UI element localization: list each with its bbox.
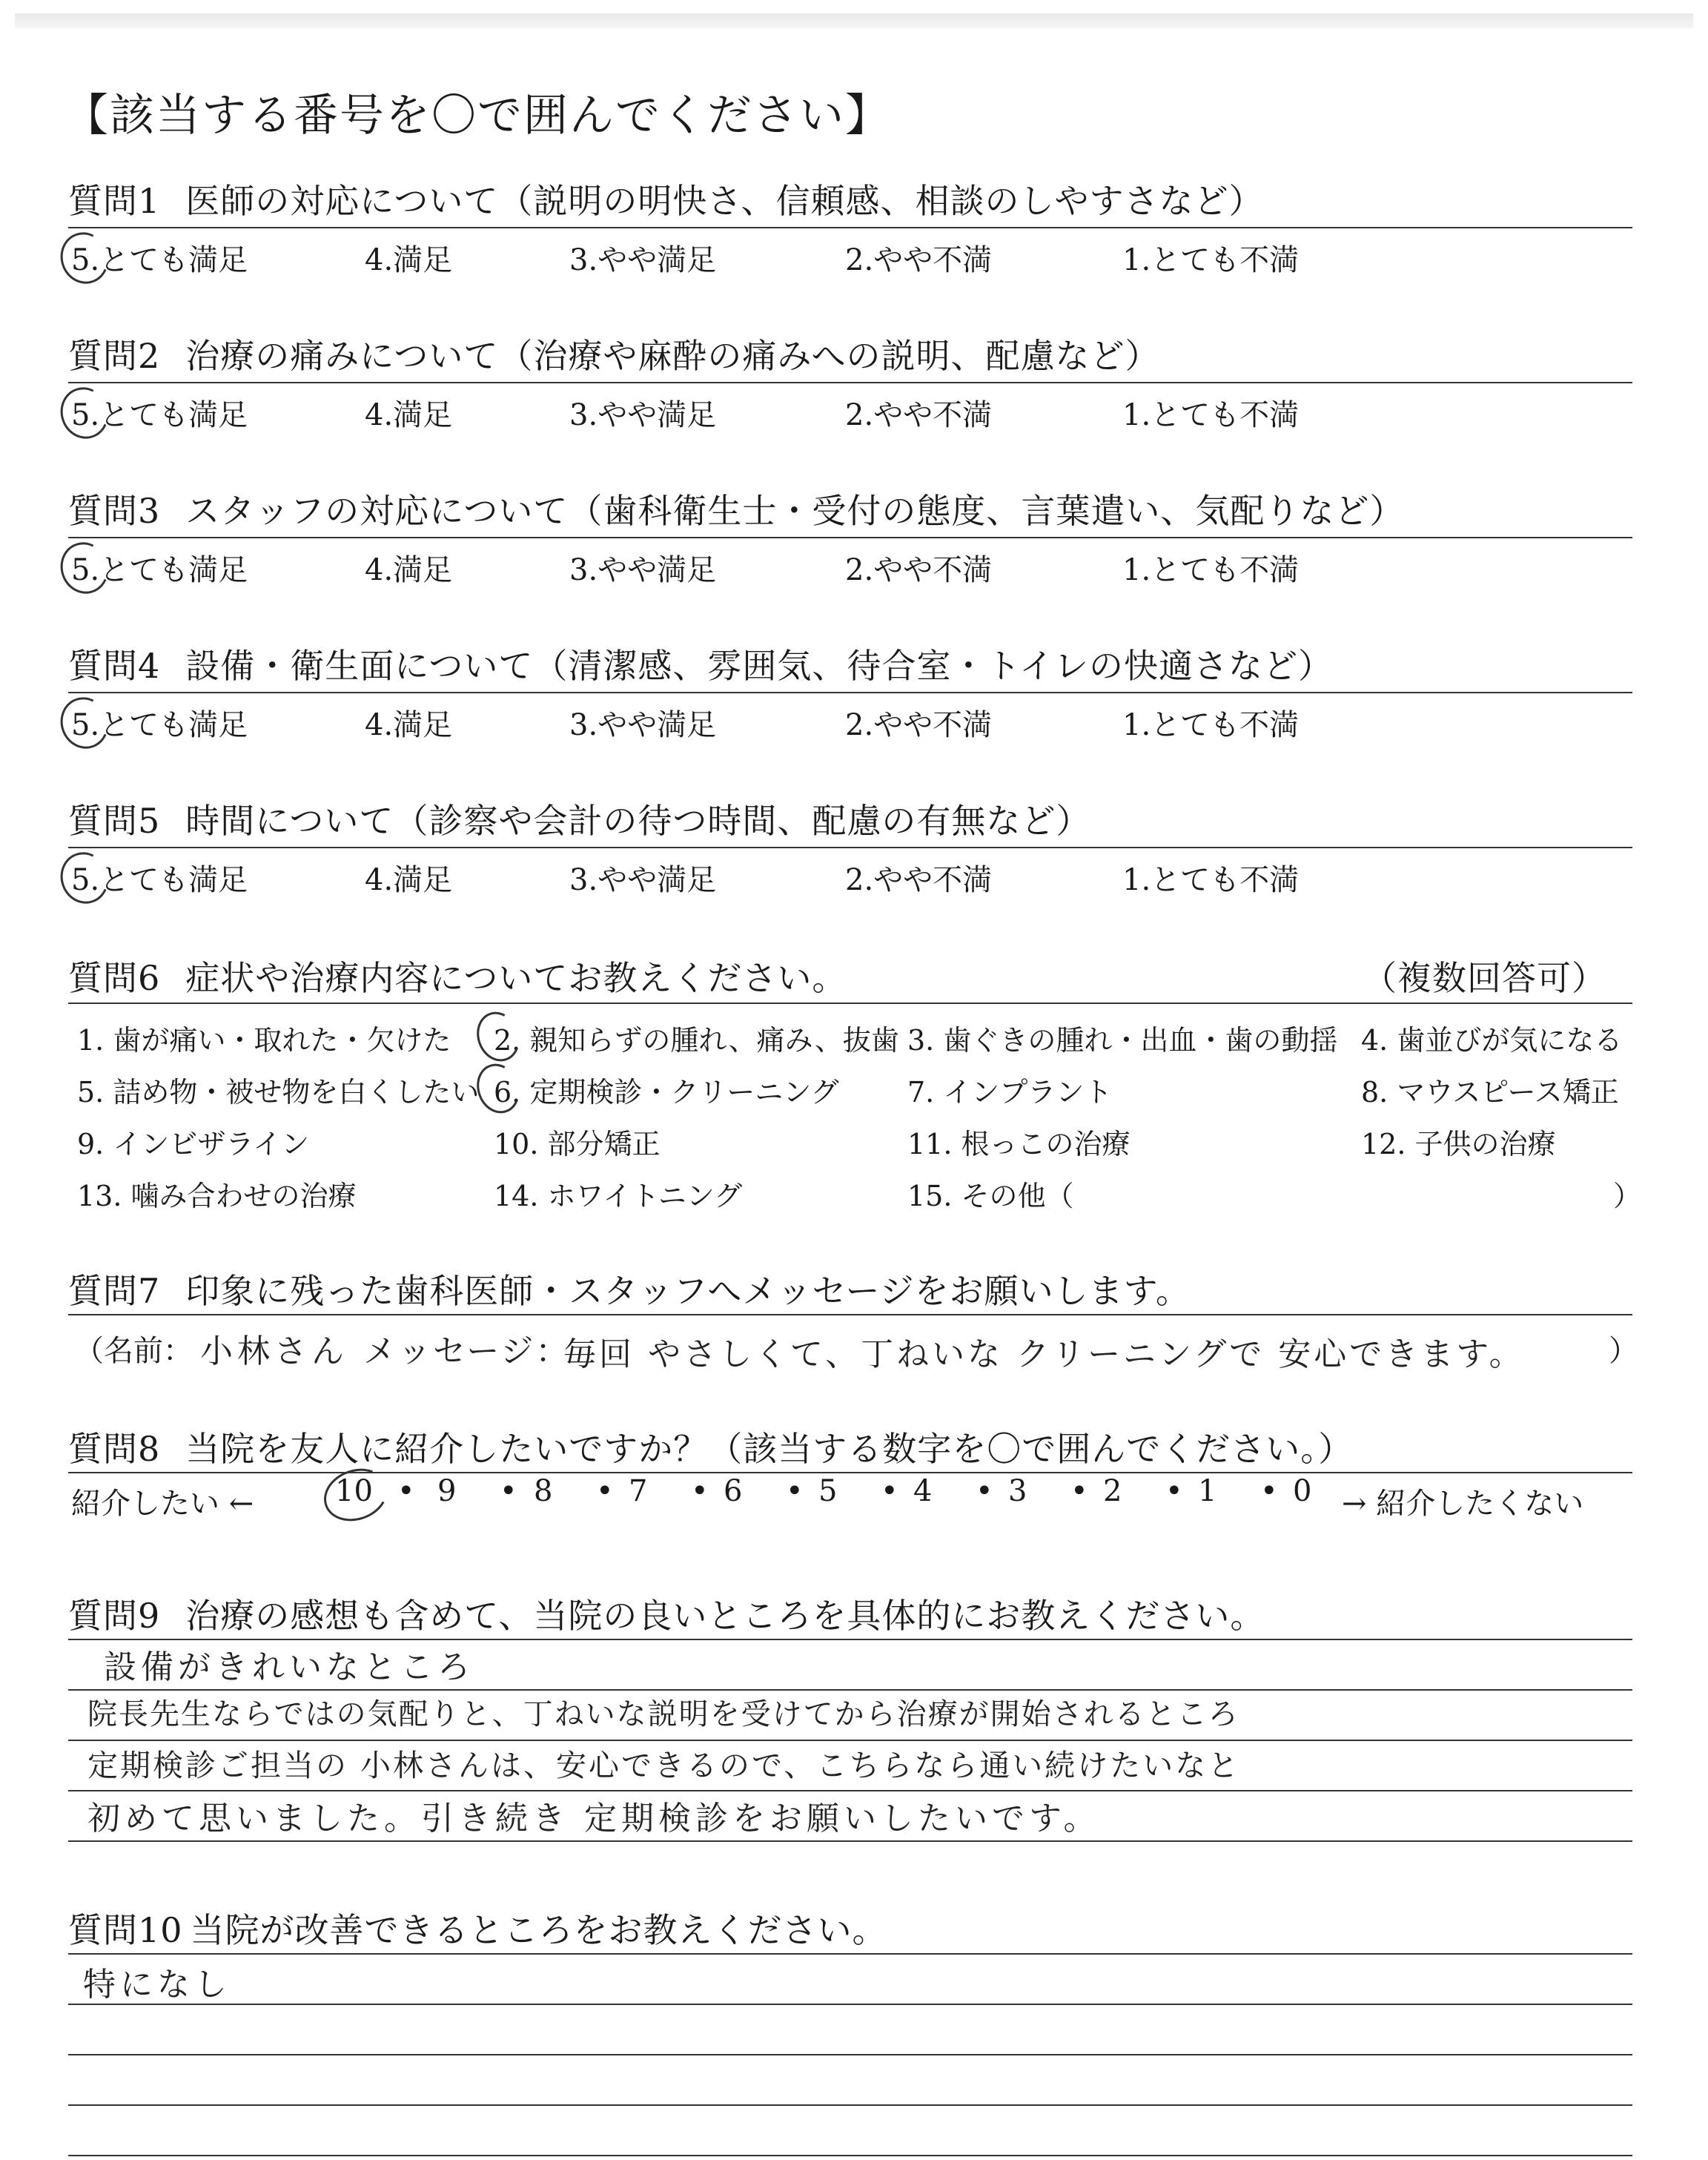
q6-option-11[interactable]: 11. 根っこの治療 bbox=[907, 1128, 1131, 1160]
q8-scale-9[interactable]: 9 bbox=[437, 1474, 457, 1508]
q8-left-label: 紹介したい ← bbox=[71, 1487, 254, 1521]
q2-option-4[interactable]: 4.満足 bbox=[365, 398, 453, 432]
q7-message-label: メッセージ： bbox=[363, 1332, 571, 1370]
q5-option-3[interactable]: 3.やや満足 bbox=[569, 863, 717, 897]
q4-option-5[interactable]: 5.とても満足 bbox=[71, 708, 248, 742]
q5-selected-circle bbox=[53, 845, 116, 911]
q5-number: 質問5 bbox=[68, 801, 161, 841]
q1-number: 質問1 bbox=[68, 181, 161, 221]
q5-option-5[interactable]: 5.とても満足 bbox=[71, 863, 248, 897]
q10-answer-line bbox=[68, 2155, 1632, 2156]
q1-option-2[interactable]: 2.やや不満 bbox=[845, 243, 993, 277]
q2-option-1[interactable]: 1.とても不満 bbox=[1122, 398, 1300, 432]
q8-scale-separator: • bbox=[397, 1474, 415, 1508]
q6-selected-circle-2 bbox=[470, 1005, 526, 1067]
q8-number: 質問8 bbox=[68, 1429, 161, 1469]
q8-scale-5[interactable]: 5 bbox=[818, 1474, 838, 1508]
q8-scale-separator: • bbox=[691, 1474, 709, 1508]
q6-option-2[interactable]: 2. 親知らずの腫れ、痛み、抜歯 bbox=[494, 1024, 899, 1057]
q1-option-1[interactable]: 1.とても不満 bbox=[1122, 243, 1300, 277]
q9-text: 治療の感想も含めて、当院の良いところを具体的にお教えください。 bbox=[185, 1596, 1265, 1636]
q8-scale-2[interactable]: 2 bbox=[1103, 1474, 1122, 1508]
scan-top-edge bbox=[15, 13, 1693, 28]
q7-close-paren: ） bbox=[1609, 1334, 1638, 1368]
q6-option-5[interactable]: 5. 詰め物・被せ物を白くしたい bbox=[77, 1076, 480, 1109]
q6-number: 質問6 bbox=[68, 958, 161, 998]
q2-option-3[interactable]: 3.やや満足 bbox=[569, 398, 717, 432]
q3-option-4[interactable]: 4.満足 bbox=[365, 553, 453, 587]
q6-option-10[interactable]: 10. 部分矯正 bbox=[494, 1128, 661, 1160]
q8-text: 当院を友人に紹介したいですか？（該当する数字を〇で囲んでください。） bbox=[185, 1429, 1354, 1469]
q10-number: 質問10 bbox=[68, 1910, 183, 1950]
page-title: 【該当する番号を〇で囲んでください】 bbox=[64, 90, 891, 142]
q6-option-12[interactable]: 12. 子供の治療 bbox=[1361, 1128, 1556, 1160]
q6-option-6[interactable]: 6. 定期検診・クリーニング bbox=[494, 1076, 839, 1109]
q2-text: 治療の痛みについて（治療や麻酔の痛みへの説明、配慮など） bbox=[185, 336, 1160, 376]
q4-number: 質問4 bbox=[68, 646, 161, 686]
q8-scale-separator: • bbox=[596, 1474, 614, 1508]
q7-rule bbox=[68, 1314, 1632, 1315]
q4-option-3[interactable]: 3.やや満足 bbox=[569, 708, 717, 742]
q5-text: 時間について（診察や会計の待つ時間、配慮の有無など） bbox=[185, 801, 1091, 841]
q10-title bbox=[68, 1903, 887, 1952]
q9-answer-text-4: 初めて思いました。引き続き 定期検診をお願いしたいです。 bbox=[87, 1800, 1101, 1837]
q8-scale-10[interactable]: 10 bbox=[335, 1474, 373, 1508]
q7-number: 質問7 bbox=[68, 1271, 161, 1311]
q6-option-15[interactable]: 15. その他（ bbox=[907, 1180, 1074, 1212]
q5-title bbox=[68, 794, 1090, 843]
q6-multi-note: （複数回答可） bbox=[1363, 958, 1606, 998]
q9-answer-text-1: 設備がきれいなところ bbox=[104, 1648, 474, 1686]
q2-option-5[interactable]: 5.とても満足 bbox=[71, 398, 248, 432]
q4-option-4[interactable]: 4.満足 bbox=[365, 708, 453, 742]
q4-text: 設備・衛生面について（清潔感、雰囲気、待合室・トイレの快適さなど） bbox=[185, 646, 1334, 686]
q3-title bbox=[68, 484, 1404, 533]
q2-option-2[interactable]: 2.やや不満 bbox=[845, 398, 993, 432]
q8-scale-separator: • bbox=[1070, 1474, 1088, 1508]
q10-answer-line bbox=[68, 2004, 1632, 2005]
q10-answer-text-1: 特になし bbox=[83, 1966, 231, 2004]
q3-option-5[interactable]: 5.とても満足 bbox=[71, 553, 248, 587]
q8-scale-separator: • bbox=[786, 1474, 804, 1508]
q8-scale-separator: • bbox=[1260, 1474, 1278, 1508]
q2-selected-circle bbox=[53, 380, 116, 446]
q8-scale-7[interactable]: 7 bbox=[629, 1474, 648, 1508]
q8-scale-0[interactable]: 0 bbox=[1293, 1474, 1312, 1508]
q3-option-1[interactable]: 1.とても不満 bbox=[1122, 553, 1300, 587]
q4-title bbox=[68, 639, 1333, 688]
q5-option-2[interactable]: 2.やや不満 bbox=[845, 863, 993, 897]
q10-text: 当院が改善できるところをお教えください。 bbox=[190, 1910, 887, 1950]
q1-selected-circle bbox=[53, 225, 116, 291]
q3-text: スタッフの対応について（歯科衛生士・受付の態度、言葉遣い、気配りなど） bbox=[185, 491, 1405, 531]
q1-text: 医師の対応について（説明の明快さ、信頼感、相談のしやすさなど） bbox=[185, 181, 1264, 221]
q6-option-9[interactable]: 9. インビザライン bbox=[77, 1128, 310, 1160]
q9-number: 質問9 bbox=[68, 1596, 161, 1636]
q8-scale-separator: • bbox=[976, 1474, 993, 1508]
q10-answer-line bbox=[68, 2054, 1632, 2055]
q5-option-1[interactable]: 1.とても不満 bbox=[1122, 863, 1300, 897]
q3-number: 質問3 bbox=[68, 491, 161, 531]
q1-rule bbox=[68, 227, 1632, 228]
q9-title bbox=[68, 1589, 1265, 1638]
q6-option-7[interactable]: 7. インプラント bbox=[907, 1076, 1113, 1109]
q8-scale-separator: • bbox=[500, 1474, 517, 1508]
q2-number: 質問2 bbox=[68, 336, 161, 376]
q2-rule bbox=[68, 382, 1632, 383]
q1-option-3[interactable]: 3.やや満足 bbox=[569, 243, 717, 277]
q8-scale-separator: • bbox=[881, 1474, 898, 1508]
q3-option-2[interactable]: 2.やや不満 bbox=[845, 553, 993, 587]
q3-option-3[interactable]: 3.やや満足 bbox=[569, 553, 717, 587]
q7-text: 印象に残った歯科医師・スタッフへメッセージをお願いします。 bbox=[185, 1271, 1191, 1311]
q6-option-14[interactable]: 14. ホワイトニング bbox=[494, 1180, 743, 1212]
q3-selected-circle bbox=[53, 535, 116, 601]
q1-option-4[interactable]: 4.満足 bbox=[365, 243, 453, 277]
q6-option-3[interactable]: 3. 歯ぐきの腫れ・出血・歯の動揺 bbox=[907, 1024, 1338, 1057]
q7-title bbox=[68, 1264, 1191, 1313]
q10-answer-line bbox=[68, 1953, 1632, 1955]
q8-scale-3[interactable]: 3 bbox=[1008, 1474, 1027, 1508]
q4-rule bbox=[68, 692, 1632, 693]
q6-option-8[interactable]: 8. マウスピース矯正 bbox=[1361, 1076, 1619, 1109]
q9-answer-text-3: 定期検診ご担当の 小林さんは、安心できるので、こちらなら通い続けたいなと bbox=[87, 1748, 1241, 1783]
q6-rule bbox=[68, 1003, 1632, 1004]
q8-scale-4[interactable]: 4 bbox=[913, 1474, 933, 1508]
q7-message-answer[interactable]: 毎回 やさしくて、丁ねいな クリーニングで 安心できます。 bbox=[563, 1335, 1525, 1373]
q4-option-1[interactable]: 1.とても不満 bbox=[1122, 708, 1300, 742]
q1-option-5[interactable]: 5.とても満足 bbox=[71, 243, 248, 277]
q8-right-label: → 紹介したくない bbox=[1342, 1487, 1584, 1521]
q5-rule bbox=[68, 847, 1632, 848]
q8-scale-separator: • bbox=[1165, 1474, 1183, 1508]
q9-answer-text-2: 院長先生ならではの気配りと、丁ねいな説明を受けてから治療が開始されるところ bbox=[87, 1697, 1239, 1731]
q4-option-2[interactable]: 2.やや不満 bbox=[845, 708, 993, 742]
q8-rule bbox=[68, 1472, 1632, 1473]
q6-title bbox=[68, 951, 847, 1000]
q2-title bbox=[68, 329, 1159, 378]
q7-name-answer[interactable]: 小林さん bbox=[200, 1332, 348, 1370]
q6-selected-circle-6 bbox=[470, 1057, 526, 1119]
q6-option-1[interactable]: 1. 歯が痛い・取れた・欠けた bbox=[77, 1024, 451, 1057]
q4-selected-circle bbox=[53, 690, 116, 756]
q8-scale-1[interactable]: 1 bbox=[1198, 1474, 1217, 1508]
q6-option-4[interactable]: 4. 歯並びが気になる bbox=[1361, 1024, 1623, 1057]
q8-scale-6[interactable]: 6 bbox=[724, 1474, 743, 1508]
q5-option-4[interactable]: 4.満足 bbox=[365, 863, 453, 897]
q1-title bbox=[68, 174, 1264, 223]
q6-option-13[interactable]: 13. 噛み合わせの治療 bbox=[77, 1180, 357, 1212]
q6-option-16[interactable]: ） bbox=[1613, 1180, 1642, 1212]
q9-answer-line bbox=[68, 1840, 1632, 1842]
q7-name-label: （名前： bbox=[74, 1334, 193, 1368]
q10-answer-line bbox=[68, 2104, 1632, 2106]
q3-rule bbox=[68, 537, 1632, 538]
q8-title bbox=[68, 1422, 1353, 1471]
q8-scale-8[interactable]: 8 bbox=[534, 1474, 553, 1508]
q6-text: 症状や治療内容についてお教えください。 bbox=[185, 958, 847, 998]
